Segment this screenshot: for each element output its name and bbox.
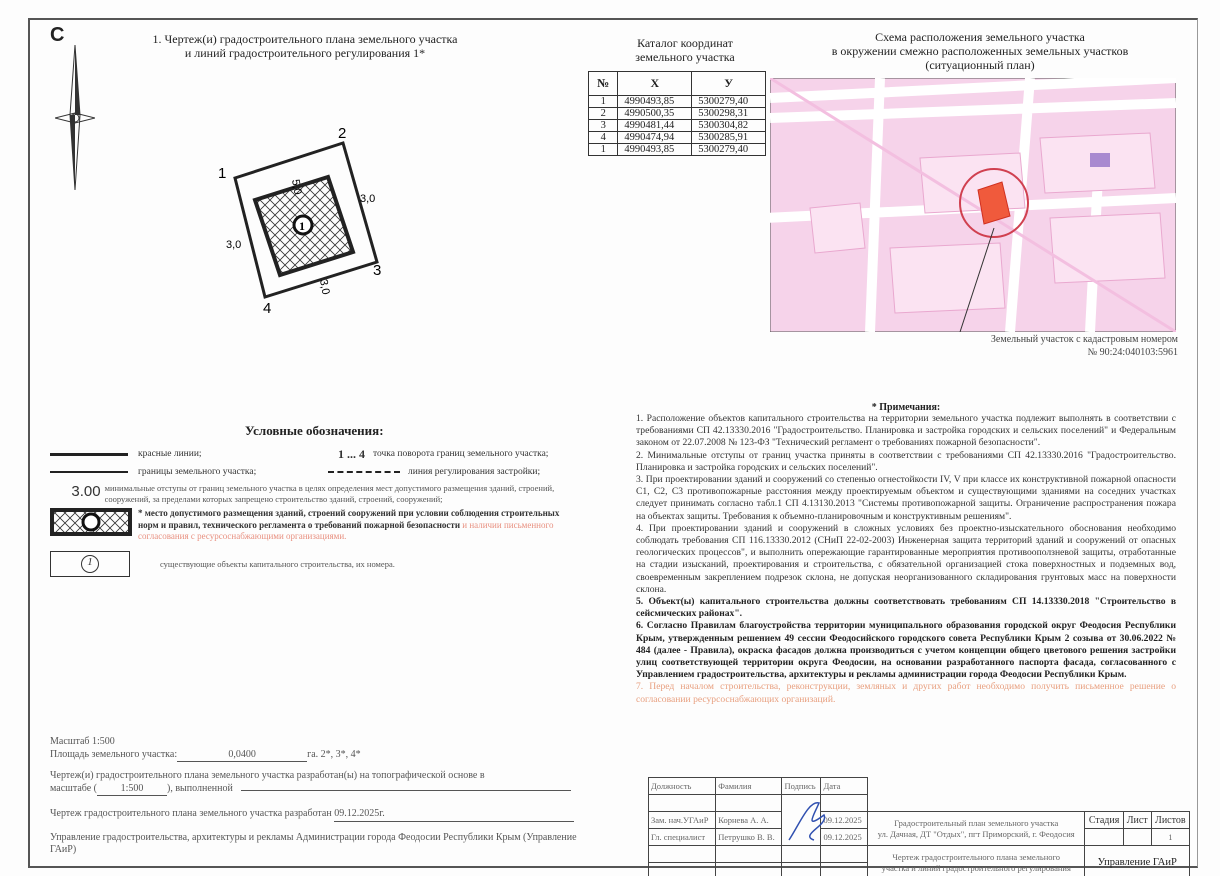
callout-line: Земельный участок с кадастровым номером xyxy=(990,334,1178,345)
zone-number: 1 xyxy=(299,219,305,233)
column-header: Лист xyxy=(1123,812,1151,829)
scheme-title xyxy=(780,30,1180,72)
red-line-symbol xyxy=(50,453,128,456)
column-header: Дата xyxy=(821,778,868,795)
legend-label: границы земельного участка; xyxy=(138,467,257,477)
sheet-title: участка и линий градостроительного регулирования xyxy=(881,862,1071,873)
column-header: Фамилия xyxy=(716,778,782,795)
point-label: 2 xyxy=(338,125,347,142)
area-unit: га. 2*, 3*, 4* xyxy=(307,748,361,760)
organization-text: Управление градостроительства, архитектуры и рекламы Администрации города Феодосии Республики Крым (Управление ГАиР) xyxy=(50,831,577,855)
point-number: 1 xyxy=(589,144,618,156)
point-number: 1 xyxy=(589,96,618,108)
cadastral-number: № 90:24:040103:5961 xyxy=(1087,346,1178,358)
coordinate-row xyxy=(589,132,766,144)
point-number: 2 xyxy=(589,108,618,120)
legend xyxy=(50,445,580,577)
y-coordinate: 5300285,91 xyxy=(692,132,766,144)
x-coordinate: 4990493,85 xyxy=(618,144,692,156)
scheme-title-line: (ситуационный план) xyxy=(925,58,1035,72)
x-coordinate: 4990481,44 xyxy=(618,120,692,132)
notes-title: * Примечания: xyxy=(871,402,941,413)
area-label: Площадь земельного участка: xyxy=(50,748,178,760)
x-coordinate: 4990493,85 xyxy=(618,96,692,108)
date-cell: 09.12.2025 xyxy=(821,812,868,829)
x-coordinate: 4990474,94 xyxy=(618,132,692,144)
coordinate-row xyxy=(589,120,766,132)
legend-label: существующие объекты капитального строительства, их номера. xyxy=(160,558,395,569)
footer-info xyxy=(50,736,580,857)
topo-text: масштабе ( xyxy=(50,782,97,794)
scheme-title-line: Схема расположения земельного участка xyxy=(875,30,1085,44)
dimension-label: 3,0 xyxy=(226,239,242,251)
scheme-title-line: в окружении смежно расположенных земельных участков xyxy=(831,44,1129,58)
drawing-title-line: 1. Чертеж(и) градостроительного плана земельного участка xyxy=(152,32,458,46)
scale-text: Масштаб 1:500 xyxy=(50,736,115,747)
sheet-title: Чертеж градостроительного плана земельного xyxy=(892,851,1061,862)
coordinate-row xyxy=(589,108,766,120)
y-coordinate: 5300279,40 xyxy=(692,96,766,108)
north-label: С xyxy=(50,24,65,46)
title-block xyxy=(648,777,1190,876)
point-label: 1 xyxy=(218,165,227,182)
legend-label: точка поворота границ земельного участка; xyxy=(373,449,549,459)
topo-text: Чертеж(и) градостроительного плана земельного участка разработан(ы) на топографической основе в xyxy=(50,770,485,781)
dimension-label: 3,0 xyxy=(317,278,332,296)
note-item: 5. Объект(ы) капитального строительства должны соответствовать требованиям СП 14.13330.2018 "Строительство в сейсмических районах". xyxy=(636,596,1176,620)
catalog-title-line: Каталог координат xyxy=(637,36,733,50)
legend-title: Условные обозначения: xyxy=(245,423,384,438)
catalog-title-line: земельного участка xyxy=(635,50,735,64)
name-cell: Петрушко В. В. xyxy=(716,829,782,846)
point-label: 3 xyxy=(373,262,382,279)
legend-label: и наличии письменного согласования с ресурсоснабжающими организациями. xyxy=(138,519,554,541)
developed-date: 09.12.2025г. xyxy=(334,808,574,822)
column-header: Стадия xyxy=(1085,812,1123,829)
cadastral-callout xyxy=(968,334,1178,359)
column-header: № xyxy=(589,72,618,96)
date-cell: 09.12.2025 xyxy=(821,829,868,846)
regulation-line-symbol xyxy=(328,471,400,473)
boundary-symbol xyxy=(50,471,128,473)
legend-label: минимальные отступы от границ земельного участка в целях определения мест допустимого размещения зданий, строений, сооружений, за пределами которых запрещено строительство зданий, строений, сооружений; xyxy=(104,483,555,504)
developed-label: Чертеж градостроительного плана земельного участка разработан xyxy=(50,808,332,819)
catalog-title xyxy=(590,36,780,64)
column-header: У xyxy=(692,72,766,96)
position-cell: Зам. нач.УГАиР xyxy=(649,812,716,829)
note-item: 7. Перед началом строительства, реконструкции, земляных и других работ необходимо получить письменное решение о согласовании ресурсоснабжающих организаций. xyxy=(636,681,1176,705)
drawing-title xyxy=(120,32,490,60)
coordinate-row xyxy=(589,96,766,108)
project-title: Градостроительный план земельного участка xyxy=(894,817,1059,828)
existing-object-symbol xyxy=(50,551,130,577)
point-label: 4 xyxy=(263,300,272,317)
existing-object-number: 1 xyxy=(81,555,99,573)
topo-text: ), выполненной xyxy=(167,782,233,794)
position-cell: Гл. специалист xyxy=(649,829,716,846)
x-coordinate: 4990500,35 xyxy=(618,108,692,120)
column-header: Листов xyxy=(1151,812,1189,829)
legend-label: красные линии; xyxy=(138,449,202,459)
plot-drawing xyxy=(200,120,420,320)
project-address: ул. Дачная, ДТ "Отдых", пгт Приморский, г. Феодосия xyxy=(877,828,1075,839)
note-item: 4. При проектировании зданий и сооружений в сложных условиях без проектно-изыскательного обоснования необходимо соблюдать требования СП 116.13330.2012 (СНиП 22-02-2003) Инженерная защита территорий зданий и сооружений от опасных геологических процессов", и выполнить опережающие гарантированные мероприятия противооползневой защиты, отработанные на стадии изысканий, проектирования и строительства, с обязательной организацией стока поверхностных и подземных вод, своевременным закреплением подрезок склона, не допуская неорганизованного складирования грунтовых масс на поверхности склона. xyxy=(636,522,1176,595)
note-item: 2. Минимальные отступы от границ участка приняты в соответствии с требованиями СП 42.13330.2016 "Градостроительство. Планировка и застройка городских и сельских поселений". xyxy=(636,449,1176,473)
column-header: Должность xyxy=(649,778,716,795)
legend-symbol: 1 ... 4 xyxy=(338,446,365,461)
y-coordinate: 5300298,31 xyxy=(692,108,766,120)
drawing-title-line: и линий градостроительного регулирования 1* xyxy=(184,46,426,60)
note-item: 1. Расположение объектов капитального строительства на территории земельного участка подлежит выполнять в соответствии с требованиями СП 42.13330.2016 "Градостроительство. Планировка и застройка городских и сельских поселений" и Федеральным законом от 22.07.2008 № 123-ФЗ "Технический регламент о требованиях пожарной безопасности". xyxy=(636,413,1176,449)
column-header: Подпись xyxy=(782,778,821,795)
area-value: 0,0400 xyxy=(177,749,307,763)
y-coordinate: 5300304,82 xyxy=(692,120,766,132)
y-coordinate: 5300279,40 xyxy=(692,144,766,156)
notes xyxy=(636,402,1176,706)
north-arrow-icon xyxy=(55,40,95,200)
situation-map xyxy=(770,78,1176,332)
legend-label: линия регулирования застройки; xyxy=(408,467,541,477)
organization-cell: Управление ГАиР xyxy=(1085,846,1190,876)
offset-symbol: 3.00 xyxy=(71,483,101,500)
coordinate-row xyxy=(589,144,766,156)
note-item: 3. При проектировании зданий и сооружений со степенью огнестойкости IV, V при классе их конструктивной пожарной опасности С1, С2, С3 противопожарные расстояния между проектируемым объектом и существующими зданиями на соседних участках следует принимать согласно табл.1 СП 4.13130.2013 "Системы противопожарной защиты. Ограничение распространения пожара на объектах защиты. Требования к объемно-планировочным и конструктивным решениям". xyxy=(636,474,1176,522)
dimension-label: 5,0 xyxy=(289,178,304,196)
column-header: X xyxy=(618,72,692,96)
topo-scale: 1:500 xyxy=(97,783,167,797)
name-cell: Корнева А. А. xyxy=(716,812,782,829)
coordinates-table xyxy=(588,71,766,156)
signature-icon xyxy=(784,795,834,845)
note-item: 6. Согласно Правилам благоустройства территории муниципального образования городской округ Феодосия Республики Крым, утвержденным решением 49 сессии Феодосийского городского совета Республики Крым 2 созыва от 30.06.2022 № 484 (далее - Правила), окраска фасадов должна производиться с учетом концепции общего цветового решения застройки улиц соответствующей территории округа Феодосии, на основании разработанного паспорта фасада, согласованного с Управлением градостроительства, архитектуры и рекламы администрации города Феодосии Республики Крым. xyxy=(636,620,1176,681)
sheets-count: 1 xyxy=(1151,829,1189,846)
legend-label: * место допустимого размещения зданий, строений сооружений при условии соблюдения строительных норм и правил, технического регламента о требований пожарной безопасности xyxy=(138,508,560,530)
dimension-label: 3,0 xyxy=(360,193,376,205)
building-zone-symbol xyxy=(50,508,132,536)
point-number: 4 xyxy=(589,132,618,144)
point-number: 3 xyxy=(589,120,618,132)
